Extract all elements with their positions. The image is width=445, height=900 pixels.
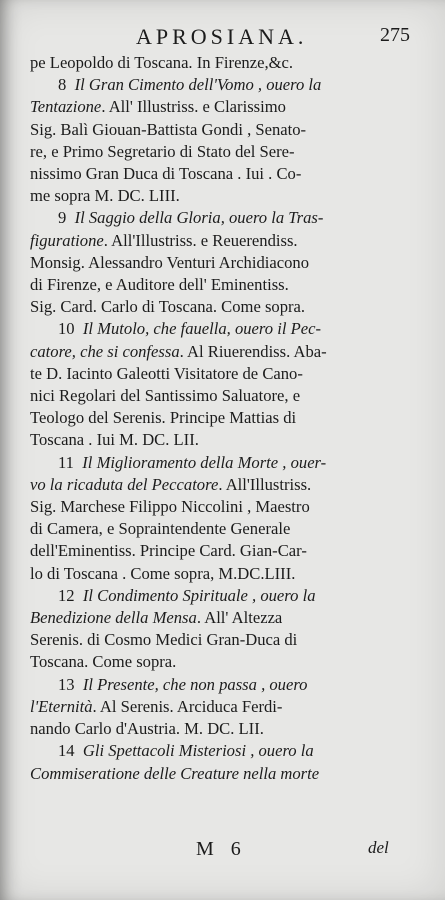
text-line [30,563,420,585]
text-line [30,540,420,562]
text-line [30,252,420,274]
entry-number: 12 [58,585,75,605]
text-line [30,518,420,540]
line-text: . Al Serenis. Arciduca Ferdi- [92,696,283,716]
line-text: lo di Toscana . Come sopra, M.DC.LIII. [30,563,296,583]
body-text [30,52,420,785]
work-title: figuratione [30,230,104,250]
line-text: Sig. Marchese Filippo Niccolini , Maestro [30,497,310,517]
work-title: Il Condimento Spirituale , ouero la [82,585,316,605]
text-line [30,341,420,363]
entry-first-line [30,674,420,696]
work-title: Commiseratione delle Creature nella morte [30,763,320,783]
line-text: pe Leopoldo di Toscana. In Firenze,&c. [30,53,294,72]
entry-number: 13 [58,674,75,694]
entry-first-line [30,585,420,607]
page-header [120,24,410,50]
text-line [30,141,420,163]
line-text: nando Carlo d'Austria. M. DC. LII. [30,719,264,739]
line-text: Toscana . Iui M. DC. LII. [30,430,199,450]
work-title: catore, che si confessa [30,341,180,361]
line-text: nissimo Gran Duca di Toscana . Iui . Co- [30,164,302,184]
text-line [30,185,420,207]
entry-first-line [30,318,420,340]
line-text: . Al Riuerendiss. Aba- [179,341,327,361]
text-line [30,230,420,252]
line-text: di Firenze, e Auditore dell' Eminentiss. [30,275,289,295]
line-text: Teologo del Serenis. Principe Mattias di [30,408,297,428]
line-text: dell'Eminentiss. Principe Card. Gian-Car- [30,541,307,561]
text-line [30,119,420,141]
text-line [30,429,420,451]
line-text: Sig. Balì Giouan-Battista Gondi , Senato- [30,119,307,139]
text-line [30,274,420,296]
line-text: nici Regolari del Santissimo Saluatore, e [30,386,301,406]
line-text: te D. Iacinto Galeotti Visitatore de Cano- [30,363,303,383]
line-text: . All'Illustriss. e Reuerendiss. [103,230,298,250]
line-text: Sig. Card. Carlo di Toscana. Come sopra. [30,297,306,317]
text-line [30,629,420,651]
text-line [30,607,420,629]
text-line [30,696,420,718]
entry-first-line [30,740,420,762]
catchword: del [368,838,389,857]
text-line [30,96,420,118]
entry-number: 9 [58,208,67,228]
text-line [30,163,420,185]
line-text: . All' Illustriss. e Clarissimo [101,97,286,117]
entry-number: 8 [58,75,67,95]
work-title: Benedizione della Mensa [30,608,197,628]
text-line [30,385,420,407]
text-line [30,296,420,318]
entry-first-line [30,74,420,96]
entry-number: 10 [58,319,75,339]
work-title: Il Gran Cimento dell'Vomo , ouero la [74,75,322,95]
text-line [30,718,420,740]
page-footer [0,838,445,864]
line-text: Monsig. Alessandro Venturi Archidiacono [30,252,309,272]
entry-first-line [30,207,420,229]
entry-number: 14 [58,741,75,761]
text-line [30,363,420,385]
entry-number: 11 [58,452,74,472]
line-text: me sopra M. DC. LIII. [30,186,180,206]
work-title: Il Saggio della Gloria, ouero la Tras- [74,208,324,228]
line-text: re, e Primo Segretario di Stato del Sere- [30,141,295,161]
signature-mark: M 6 [196,838,247,860]
line-text: di Camera, e Sopraintendente Generale [30,519,291,539]
work-title: Il Miglioramento della Morte , ouer- [82,452,327,472]
work-title: Il Mutolo, che fauella, ouero il Pec- [82,319,321,339]
work-title: Gli Spettacoli Misteriosi , ouero la [82,741,314,761]
text-line [30,52,420,74]
line-text: Toscana. Come sopra. [30,652,177,672]
page-number: 275 [380,24,410,46]
line-text: . All'Illustriss. [218,474,312,494]
work-title: Tentazione [30,97,102,117]
line-text: Serenis. di Cosmo Medici Gran-Duca di [30,630,298,650]
running-title: APROSIANA. [136,24,308,49]
line-text: . All' Altezza [196,608,283,628]
work-title: l'Eternità [30,696,93,716]
text-line [30,474,420,496]
text-line [30,763,420,785]
text-line [30,496,420,518]
entry-first-line [30,452,420,474]
work-title: vo la ricaduta del Peccatore [30,474,219,494]
text-line [30,407,420,429]
work-title: Il Presente, che non passa , ouero [82,674,308,694]
text-line [30,651,420,673]
